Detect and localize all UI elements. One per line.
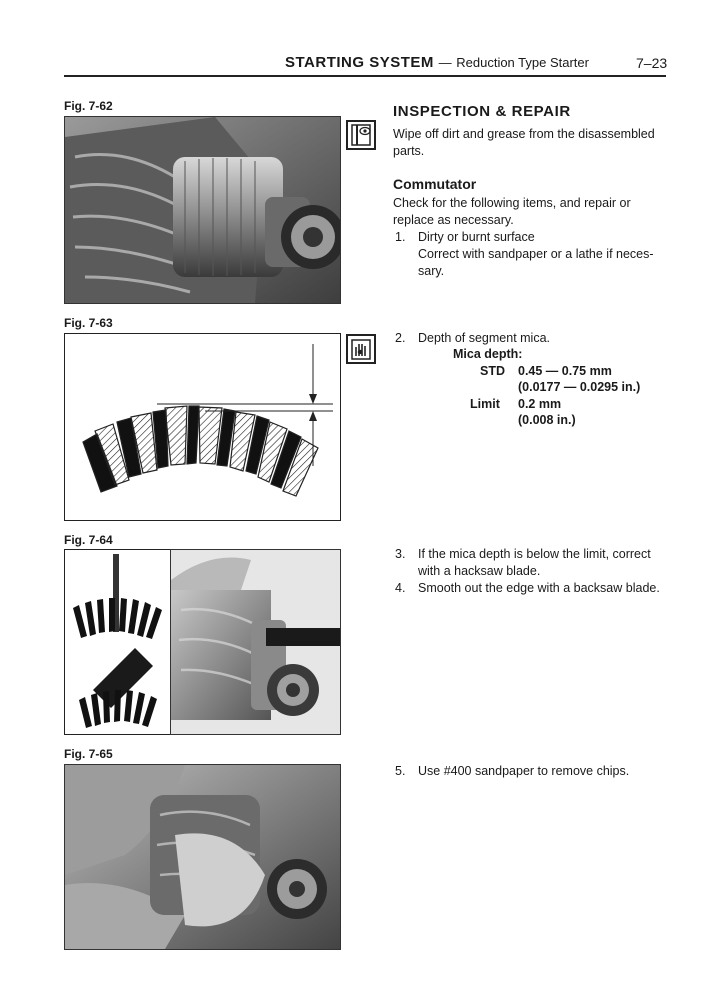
fig-7-65-photo xyxy=(64,764,341,950)
limit-label: Limit xyxy=(470,397,500,411)
header-title xyxy=(285,54,589,71)
header-dash: — xyxy=(438,55,452,70)
commutator-intro xyxy=(393,195,673,229)
inspection-intro-line1: Wipe off dirt and grease from the disassembled xyxy=(393,127,655,141)
step-3-line1: If the mica depth is below the limit, correct xyxy=(418,547,651,561)
step-2-text: Depth of segment mica. xyxy=(418,331,551,345)
eye-inspect-icon xyxy=(346,120,376,150)
std-value-mm: 0.45 — 0.75 mm xyxy=(518,364,612,378)
inspection-intro xyxy=(393,126,673,160)
fig-7-62-photo xyxy=(64,116,341,304)
limit-value-mm: 0.2 mm xyxy=(518,397,562,411)
std-label: STD xyxy=(480,364,505,378)
std-value-in: (0.0177 — 0.0295 in.) xyxy=(518,380,641,394)
fig-7-63-diagram xyxy=(64,333,341,521)
step-5-text: Use #400 sandpaper to remove chips. xyxy=(418,764,630,778)
step-2-number: 2. xyxy=(395,331,406,345)
step-1-line3: sary. xyxy=(418,264,445,278)
commutator-intro-line2: replace as necessary. xyxy=(393,213,514,227)
step-1-number: 1. xyxy=(395,230,406,244)
step-3-line2: with a hacksaw blade. xyxy=(418,564,541,578)
page-number: 7–23 xyxy=(636,55,668,71)
commutator-title: Commutator xyxy=(393,176,477,192)
commutator-intro-line1: Check for the following items, and repair or xyxy=(393,196,631,210)
step-1-line2: Correct with sandpaper or a lathe if neces- xyxy=(418,247,654,261)
step-3-text xyxy=(418,546,673,580)
fig-7-65-label: Fig. 7-65 xyxy=(64,747,113,761)
inspection-intro-line2: parts. xyxy=(393,144,425,158)
inspection-title: INSPECTION & REPAIR xyxy=(393,103,571,120)
header-subtitle: Reduction Type Starter xyxy=(456,55,589,70)
step-1-line1: Dirty or burnt surface xyxy=(418,230,535,244)
step-4-number: 4. xyxy=(395,581,406,595)
fig-7-63-label: Fig. 7-63 xyxy=(64,316,113,330)
fig-7-64-diagram xyxy=(64,549,172,735)
fig-7-64-label: Fig. 7-64 xyxy=(64,533,113,547)
hand-measure-icon xyxy=(346,334,376,364)
mica-depth-label: Mica depth: xyxy=(453,347,523,361)
fig-7-62-label: Fig. 7-62 xyxy=(64,99,113,113)
header-rule xyxy=(64,75,666,77)
header-section: STARTING SYSTEM xyxy=(285,54,434,71)
fig-7-64-photo xyxy=(170,549,341,735)
step-1-text xyxy=(418,229,673,280)
limit-value-in: (0.008 in.) xyxy=(518,413,576,427)
step-3-number: 3. xyxy=(395,547,406,561)
step-4-text: Smooth out the edge with a backsaw blade. xyxy=(418,581,660,595)
step-5-number: 5. xyxy=(395,764,406,778)
